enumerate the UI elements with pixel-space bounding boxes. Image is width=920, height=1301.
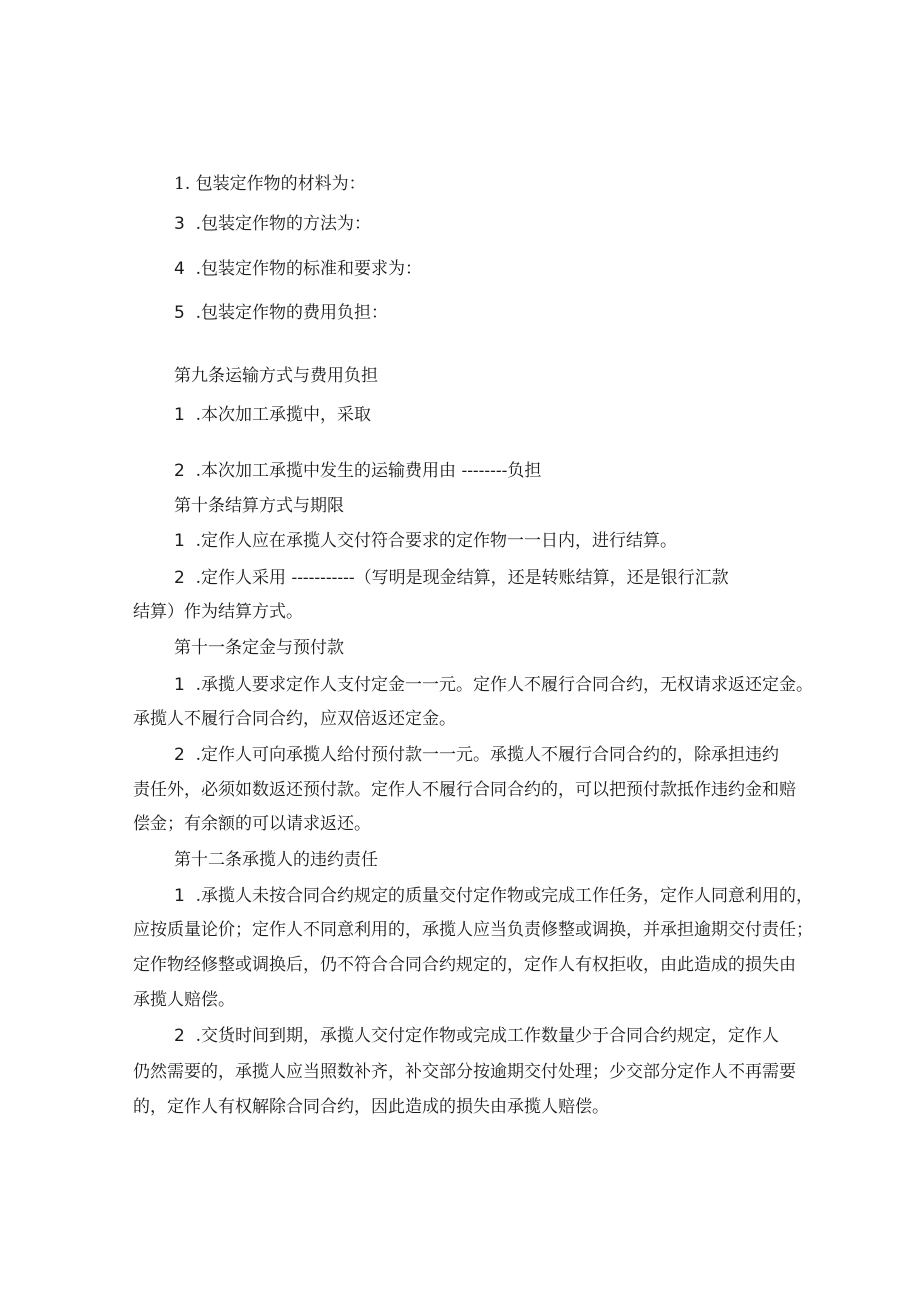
article-12-item-1-line-2: 应按质量论价；定作人不同意利用的，承揽人应当负责修整或调换，并承担逾期交付责任；: [133, 920, 813, 940]
article-11-item-2-line-2: 责任外，必须如数返还预付款。定作人不履行合同合约的，可以把预付款抵作违约金和赔: [133, 780, 796, 800]
article-9-item-1: [174, 403, 371, 427]
article-11-item-1-line-1: [174, 673, 813, 697]
packaging-item-3: [174, 212, 371, 236]
item-text: .承揽人未按合同合约规定的质量交付定作物或完成工作任务，定作人同意利用的，: [195, 886, 814, 906]
item-text: .本次加工承揽中，采取: [195, 405, 372, 425]
item-number: 2: [174, 461, 185, 481]
item-text: .定作人采用 -----------（写明是现金结算，还是转账结算，还是银行汇款: [195, 568, 729, 588]
item-number: 4: [174, 259, 185, 279]
article-10-item-1: [174, 529, 677, 553]
item-number: 3: [174, 214, 185, 234]
article-10-item-2-line-2: 结算）作为结算方式。: [133, 602, 303, 622]
article-11-heading: 第十一条定金与预付款: [174, 638, 344, 658]
article-9-heading: 第九条运输方式与费用负担: [174, 366, 378, 386]
item-number: 2: [174, 568, 185, 588]
article-12-item-2-line-2: 仍然需要的，承揽人应当照数补齐，补交部分按逾期交付处理；少交部分定作人不再需要: [133, 1062, 796, 1082]
article-10-heading: 第十条结算方式与期限: [174, 496, 344, 516]
item-text: .包装定作物的费用负担：: [195, 303, 389, 323]
item-number: 1: [174, 675, 185, 695]
article-12-heading: 第十二条承揽人的违约责任: [174, 850, 378, 870]
item-number: 1: [174, 886, 185, 906]
packaging-item-4: [174, 257, 422, 281]
article-11-item-2-line-3: 偿金；有余额的可以请求返还。: [133, 814, 371, 834]
item-text: .定作人可向承揽人给付预付款一一元。承揽人不履行合同合约的，除承担违约: [195, 745, 780, 765]
article-12-item-1-line-3: 定作物经修整或调换后，仍不符合合同合约规定的，定作人有权拒收，由此造成的损失由: [133, 955, 796, 975]
item-text: .包装定作物的标准和要求为：: [195, 259, 423, 279]
packaging-item-1: 1. 包装定作物的材料为：: [174, 174, 366, 194]
article-10-item-2-line-1: [174, 566, 729, 590]
item-number: 1: [174, 531, 185, 551]
item-number: 2: [174, 1026, 185, 1046]
article-12-item-2-line-1: [174, 1024, 779, 1048]
article-12-item-1-line-1: [174, 884, 813, 908]
item-text: .承揽人要求定作人支付定金一一元。定作人不履行合同合约，无权请求返还定金。: [195, 675, 814, 695]
item-number: 2: [174, 745, 185, 765]
item-text: .定作人应在承揽人交付符合要求的定作物一一日内，进行结算。: [195, 531, 678, 551]
article-11-item-1-line-2: 承揽人不履行合同合约，应双倍返还定金。: [133, 709, 456, 729]
item-text: .本次加工承揽中发生的运输费用由 --------负担: [195, 461, 542, 481]
packaging-item-5: [174, 301, 388, 325]
item-text: .交货时间到期，承揽人交付定作物或完成工作数量少于合同合约规定，定作人: [195, 1026, 780, 1046]
item-number: 1: [174, 405, 185, 425]
item-number: 5: [174, 303, 185, 323]
article-12-item-1-line-4: 承揽人赔偿。: [133, 990, 235, 1010]
item-text: .包装定作物的方法为：: [195, 214, 372, 234]
article-9-item-2: [174, 459, 541, 483]
article-11-item-2-line-1: [174, 743, 779, 767]
article-12-item-2-line-3: 的，定作人有权解除合同合约，因此造成的损失由承揽人赔偿。: [133, 1097, 609, 1117]
